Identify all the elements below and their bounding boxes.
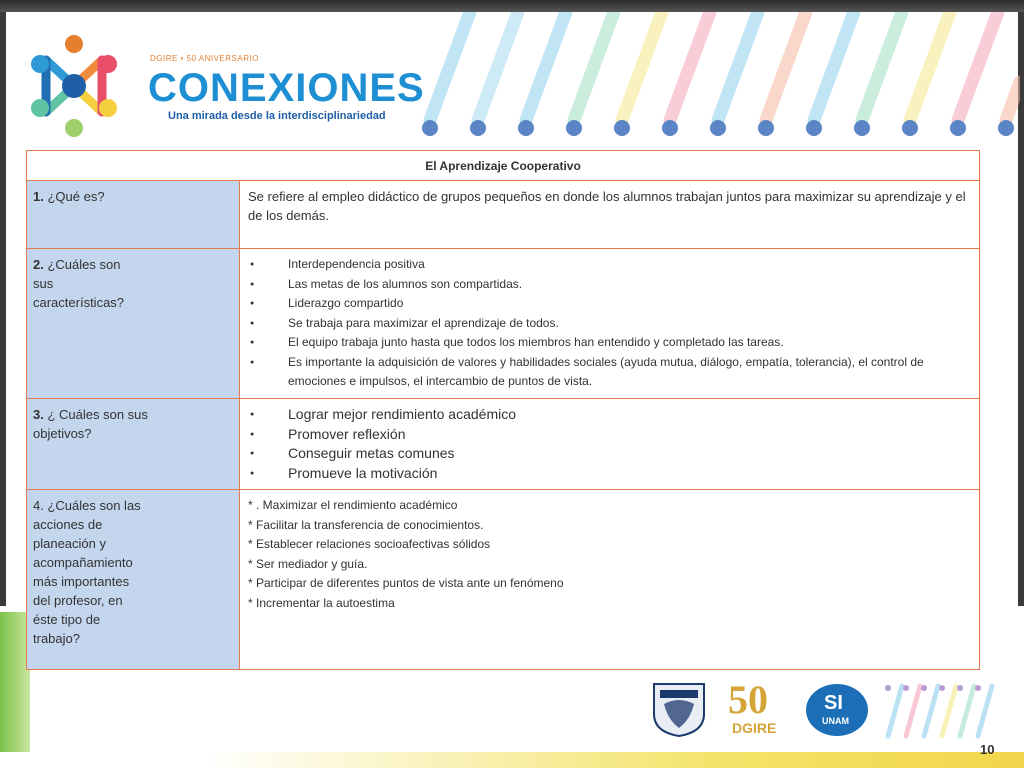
question-number: 1. — [33, 189, 44, 204]
question-text: ¿Cuáles son sus características? — [33, 257, 125, 310]
answer-cell: Se refiere al empleo didáctico de grupos pequeños en donde los alumnos trabajan juntos para maximizar su aprendizaje y el de los demás. — [240, 181, 980, 249]
question-text: ¿Cuáles son las acciones de planeación y acompañamiento más importantes del profesor, en éste tipo de trabajo? — [33, 498, 141, 646]
answer-cell — [240, 399, 980, 490]
table-row — [27, 490, 980, 670]
conexiones-logo — [26, 30, 425, 142]
question-text: ¿ Cuáles son sus objetivos? — [33, 407, 148, 441]
list-item: ● Es importante la adquisición de valores y habilidades sociales (ayuda mutua, diálogo, empatía, tolerancia), el control de emociones e impulsos, el intercambio de puntos de vista. — [248, 353, 971, 392]
question-cell — [27, 181, 240, 249]
unam-shield-icon — [650, 680, 708, 738]
table-row — [27, 399, 980, 490]
table-row — [27, 181, 980, 249]
yellow-decoration-band — [0, 752, 1024, 768]
logo-anniversary-text: DGIRE • 50 ANIVERSARIO — [150, 54, 259, 63]
answer-cell — [240, 490, 980, 670]
footer-logos — [650, 677, 1000, 740]
list-item: ● Liderazgo compartido — [248, 294, 971, 314]
action-line: * Incrementar la autoestima — [248, 595, 395, 610]
table-row — [27, 249, 980, 399]
network-logo-icon — [26, 30, 126, 142]
logo-subtitle: Una mirada desde la interdisciplinariedad — [168, 110, 386, 122]
question-text: ¿Qué es? — [47, 189, 105, 204]
objectives-list — [248, 405, 971, 483]
si-text: SI — [824, 692, 843, 714]
question-cell — [27, 490, 240, 670]
question-number: 4. — [33, 498, 44, 513]
question-number: 2. — [33, 257, 44, 272]
characteristics-list — [248, 255, 971, 392]
question-cell — [27, 399, 240, 490]
list-item: ● Interdependencia positiva — [248, 255, 971, 275]
list-item: ● Conseguir metas comunes — [248, 444, 971, 464]
logo-title: CONEXIONES — [148, 66, 425, 110]
answer-cell — [240, 249, 980, 399]
decorative-stripes-small — [882, 680, 1002, 740]
action-line: * Participar de diferentes puntos de vista ante un fenómeno — [248, 576, 564, 590]
list-item: ● Lograr mejor rendimiento académico — [248, 405, 971, 425]
dgire-50-number: 50 — [728, 677, 768, 722]
action-line: * Ser mediador y guía. — [248, 556, 368, 571]
question-cell — [27, 249, 240, 399]
decorative-stripes — [420, 12, 1020, 140]
list-item: ● Las metas de los alumnos son compartidas. — [248, 275, 971, 295]
dgire-text: DGIRE — [732, 720, 777, 736]
action-line: * Facilitar la transferencia de conocimientos. — [248, 517, 484, 532]
list-item: ● El equipo trabaja junto hasta que todos los miembros han entendido y completado las tareas. — [248, 333, 971, 353]
action-line: * . Maximizar el rendimiento académico — [248, 498, 458, 512]
unam-text: UNAM — [822, 716, 849, 726]
action-line: * Establecer relaciones socioafectivas sólidos — [248, 537, 491, 551]
list-item: ● Promover reflexión — [248, 425, 971, 445]
dgire-50-logo — [722, 677, 796, 738]
list-item: ● Promueve la motivación — [248, 464, 971, 484]
window-top-bar — [0, 0, 1024, 12]
cooperative-learning-table — [26, 150, 980, 670]
list-item: ● Se trabaja para maximizar el aprendizaje de todos. — [248, 314, 971, 334]
page-number: 10 — [980, 742, 995, 757]
table-title: El Aprendizaje Cooperativo — [27, 151, 980, 181]
table-header-row — [27, 151, 980, 181]
si-unam-logo — [806, 684, 868, 736]
question-number: 3. — [33, 407, 44, 422]
